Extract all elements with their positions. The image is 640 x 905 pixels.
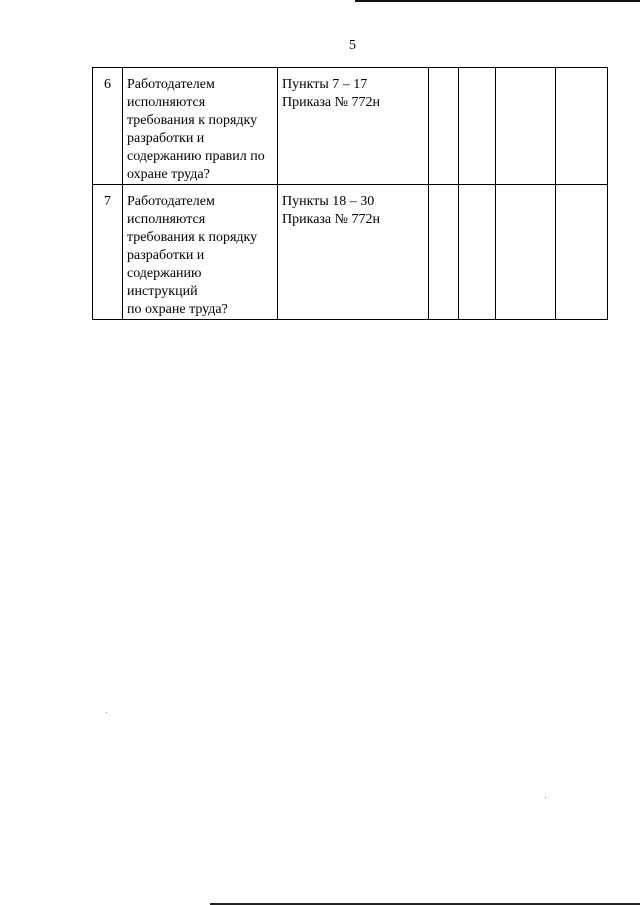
scan-edge-top <box>355 0 640 2</box>
table-row <box>93 185 608 320</box>
question-cell: Работодателем исполняются требования к порядку разработки и содержанию инструкций по охране труда? <box>123 185 278 320</box>
answer-no-cell <box>459 185 496 320</box>
table-row <box>93 68 608 185</box>
reference-cell: Пункты 18 – 30 Приказа № 772н <box>278 185 429 320</box>
answer-no-cell <box>459 68 496 185</box>
scan-speck <box>106 712 107 713</box>
page-number: 5 <box>349 38 356 53</box>
answer-yes-cell <box>429 68 459 185</box>
note-cell <box>556 68 608 185</box>
answer-na-cell <box>496 185 556 320</box>
question-cell: Работодателем исполняются требования к порядку разработки и содержанию правил по охране труда? <box>123 68 278 185</box>
row-number: 6 <box>93 68 123 185</box>
reference-cell: Пункты 7 – 17 Приказа № 772н <box>278 68 429 185</box>
row-number: 7 <box>93 185 123 320</box>
answer-yes-cell <box>429 185 459 320</box>
answer-na-cell <box>496 68 556 185</box>
note-cell <box>556 185 608 320</box>
checklist-table <box>92 67 608 320</box>
scan-speck <box>545 797 546 798</box>
